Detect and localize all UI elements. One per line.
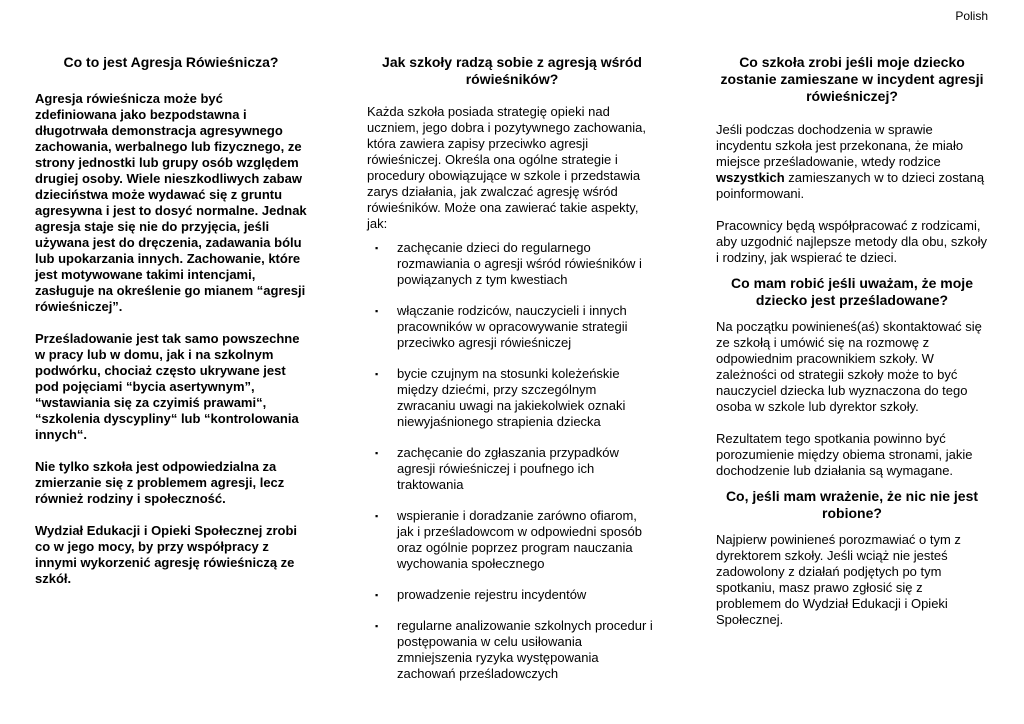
emphasis-text: wszystkich: [716, 170, 785, 185]
list-item: [367, 508, 657, 572]
column-school-response: [716, 54, 988, 644]
list-item-text: prowadzenie rejestru incydentów: [397, 587, 587, 602]
bullet-icon: ▪: [375, 369, 379, 379]
bullet-icon: ▪: [375, 448, 379, 458]
paragraph: Nie tylko szkoła jest odpowiedzialna za zmierzanie się z problemem agresji, lecz również rodziny i społeczność.: [35, 459, 285, 506]
list-item: [367, 366, 657, 430]
paragraph: Prześladowanie jest tak samo powszechne w pracy lub w domu, jak i na szkolnym podwórku, chociaż często ukrywane jest pod pojęciami “bycia asertywnym”, “wstawiania się za czyimiś prawami“, “szkolenia dyscypliny“ lub “kontrolowania innych“.: [35, 331, 300, 442]
list-item: [367, 587, 657, 603]
section-title: Co, jeśli mam wrażenie, że nic nie jest robione?: [725, 488, 979, 521]
list-item-text: zachęcanie do zgłaszania przypadków agresji rówieśniczej i poufnego ich traktowania: [397, 445, 619, 492]
list-item-text: zachęcanie dzieci do regularnego rozmawiania o agresji wśród rówieśników i powiązanych z tym kwestiach: [397, 240, 642, 287]
paragraph: [716, 122, 988, 202]
list-item: [367, 303, 657, 351]
list-item: [367, 445, 657, 493]
paragraph: Pracownicy będą współpracować z rodzicami, aby uzgodnić najlepsze metody dla obu, szkoły i rodziny, jak wspierać te dzieci.: [716, 218, 987, 265]
text-span: Jeśli podczas dochodzenia w sprawie incydentu szkoła jest przekonana, że miało miejsce prześladowanie, wtedy rodzice: [716, 122, 964, 169]
intro-paragraph: Każda szkoła posiada strategię opieki nad uczniem, jego dobra i pozytywnego zachowania, która zawiera zapisy przeciwko agresji rówieśniczej. Określa ona ogólne strategie i procedury obowiązujące w szkole i przedstawia zarys działania, jak zwalczać agresję wśród rówieśników. Może ona zawierać takie aspekty, jak:: [367, 104, 646, 231]
paragraph: Rezultatem tego spotkania powinno być porozumienie między obiema stronami, jakie dochodzenie lub działania są wymagane.: [716, 431, 973, 478]
list-item: [367, 618, 657, 682]
column-what-is-bullying: [35, 54, 307, 603]
bullet-icon: ▪: [375, 621, 379, 631]
bullet-icon: ▪: [375, 511, 379, 521]
paragraph: Agresja rówieśnicza może być zdefiniowana jako bezpodstawna i długotrwała demonstracja agresywnego zachowania, werbalnego lub fizycznego, ze strony jednostki lub grupy osób względem drugiej osoby. Wiele nieszkodliwych zabaw dzieciństwa może wydawać się z gruntu agresywna i jest to dosyć normalne. Jednak agresja staje się nie do przyjęcia, jeśli używana jest do dręczenia, zadawania bólu lub upokarzania innych. Zachowanie, które jest motywowane takimi intencjami, zasługuje na określenie go mianem “agresji rówieśniczej”.: [35, 91, 307, 314]
list-item-text: włączanie rodziców, nauczycieli i innych pracowników w opracowywanie strategii przeciwko agresji rówieśniczej: [397, 303, 628, 350]
text-span: zamieszanych w to dzieci zostaną poinformowani.: [716, 170, 985, 201]
paragraph: Na początku powinieneś(aś) skontaktować się ze szkołą i umówić się na rozmowę z odpowiednim pracownikiem szkoły. W zależności od strategii szkoły może to być nauczyciel dziecka lub wyznaczona do tego osoba w szkole lub dyrektor szkoły.: [716, 319, 982, 414]
list-item-text: regularne analizowanie szkolnych procedur i postępowania w celu usiłowania zmniejszenia ryzyka występowania zachowań prześladowczych: [397, 618, 653, 681]
bullet-icon: ▪: [375, 243, 379, 253]
section-title: Co mam robić jeśli uważam, że moje dziecko jest prześladowane?: [731, 275, 973, 308]
strategy-list: [367, 240, 657, 682]
section-title: Jak szkoły radzą sobie z agresją wśród rówieśników?: [382, 54, 642, 87]
list-item-text: wspieranie i doradzanie zarówno ofiarom, jak i prześladowcom w odpowiedni sposób oraz ogólnie poprzez program nauczania wychowania społecznego: [397, 508, 642, 571]
bullet-icon: ▪: [375, 306, 379, 316]
list-item-text: bycie czujnym na stosunki koleżeńskie między dziećmi, przy szczególnym zwracaniu uwagi na jakiekolwiek oznaki niewyjaśnionego strapienia dziecka: [397, 366, 626, 429]
bullet-icon: ▪: [375, 590, 379, 600]
list-item: [367, 240, 657, 288]
section-title: Co to jest Agresja Rówieśnicza?: [63, 54, 279, 70]
paragraph: Wydział Edukacji i Opieki Społecznej zrobi co w jego mocy, by przy współpracy z innymi wykorzenić agresję rówieśniczą ze szkół.: [35, 523, 297, 586]
paragraph: Najpierw powinieneś porozmawiać o tym z dyrektorem szkoły. Jeśli wciąż nie jesteś zadowolony z działań podjętych po tym spotkaniu, masz prawo zgłosić się z problemem do Wydział Edukacji i Opieki Społecznej.: [716, 532, 961, 627]
column-how-schools-deal: [367, 54, 657, 697]
section-title: Co szkoła zrobi jeśli moje dziecko zostanie zamieszane w incydent agresji rówieśniczej?: [720, 54, 984, 104]
language-label: Polish: [955, 9, 988, 23]
